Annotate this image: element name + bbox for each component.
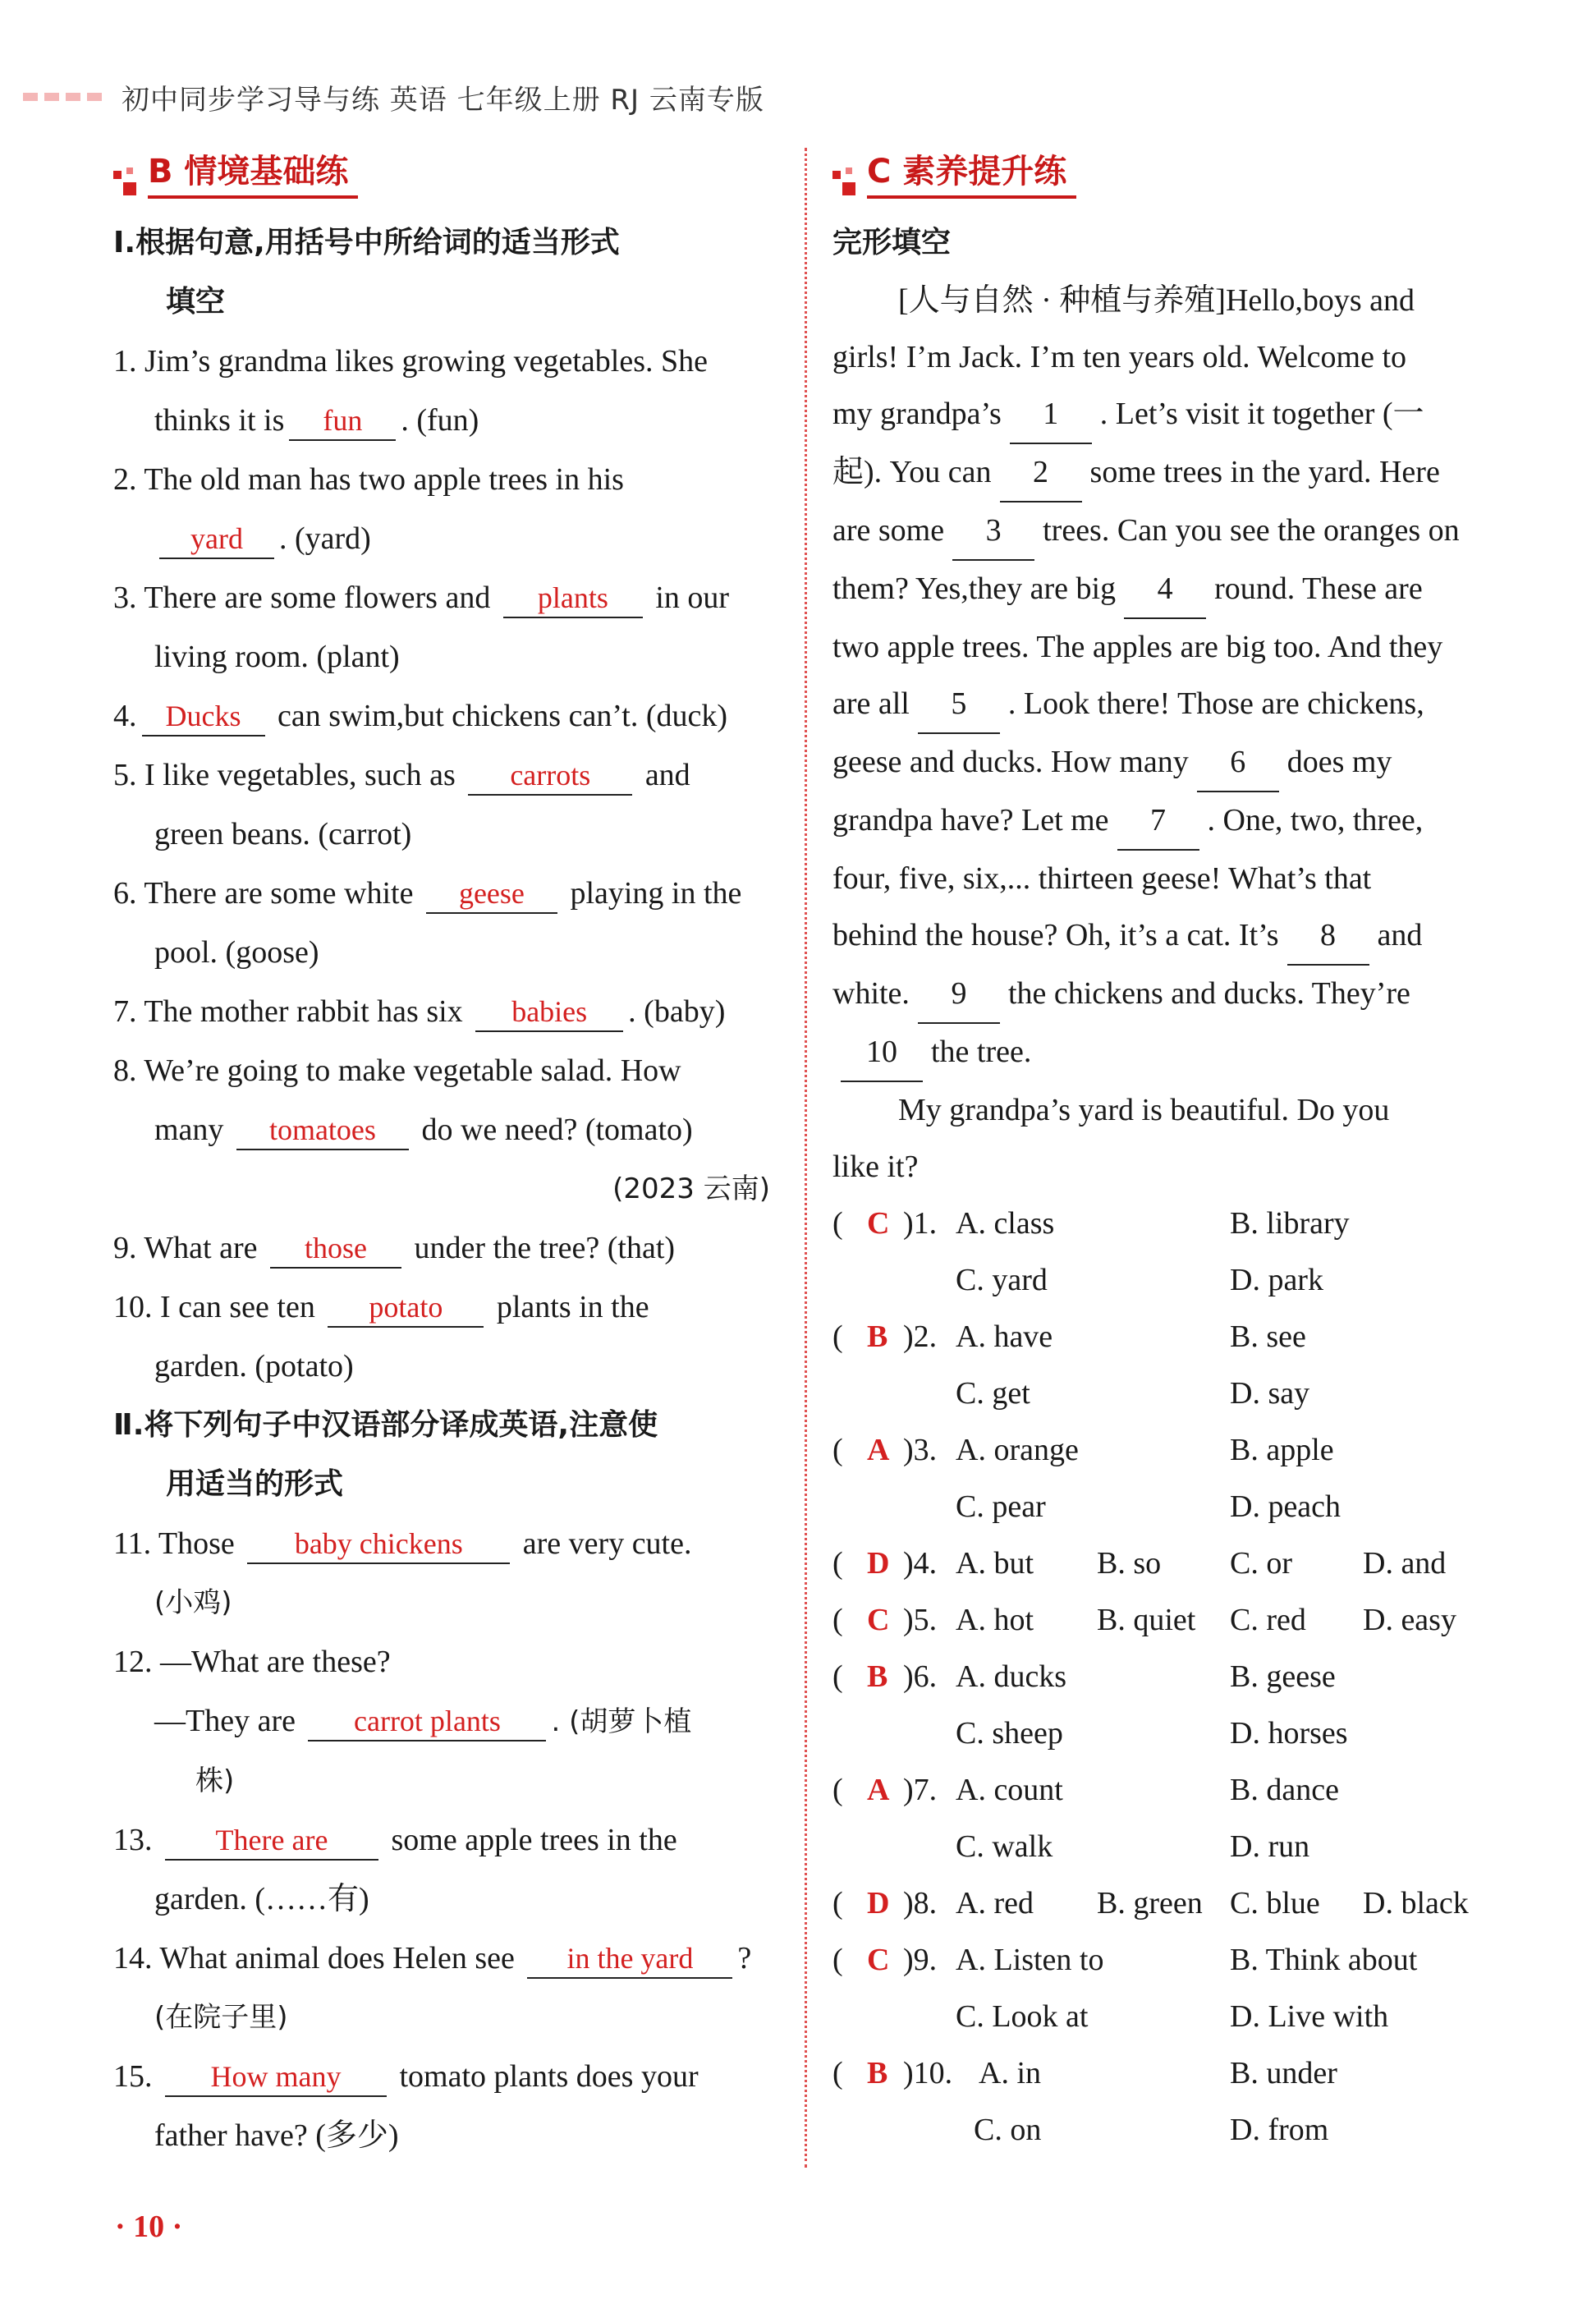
question-number: )7. [903, 1773, 938, 1807]
passage-line: white. 9 the chickens and ducks. They’re [832, 966, 1481, 1024]
option-row [832, 1479, 1481, 1535]
option-row [832, 1705, 1481, 1762]
option-c: C. Look at [956, 1999, 1089, 2034]
option-c: C. yard [956, 1263, 1048, 1297]
option-row [832, 1762, 1481, 1819]
answer-letter: C [867, 1603, 890, 1637]
option-c: C. pear [956, 1489, 1046, 1524]
passage-line: 起). You can 2 some trees in the yard. Here [832, 444, 1481, 502]
passage-line: four, five, six,... thirteen geese! What’s that [832, 861, 1372, 896]
option-row [832, 2102, 1481, 2159]
option-row [832, 1592, 1481, 1649]
passage-line: them? Yes,they are big 4 round. These are [832, 561, 1481, 619]
option-d: D. Live with [1230, 1999, 1389, 2034]
option-row [832, 1422, 1481, 1479]
passage-line: are some 3 trees. Can you see the oranges on [832, 502, 1481, 561]
passage-line: two apple trees. The apples are big too. And they [832, 630, 1443, 664]
question-number: )9. [903, 1943, 938, 1977]
option-d: D. park [1230, 1263, 1323, 1297]
option-row [832, 1819, 1481, 1875]
section-mark-icon [113, 166, 138, 199]
answer-blank[interactable]: Ducks [142, 697, 265, 737]
option-d: D. black [1363, 1886, 1469, 1920]
section-b-title-text: B 情境基础练 [148, 145, 358, 199]
passage-line: grandpa have? Let me 7 . One, two, three, [832, 792, 1481, 851]
question-14: 14. What animal does Helen see in the yard ? (在院子里) [113, 1941, 752, 2034]
bracket-open: ( [832, 1319, 843, 1354]
question-8: 8. We’re going to make vegetable salad. How many tomatoes do we need? (tomato) (2023 云南) [113, 1053, 770, 1205]
bracket-open: ( [832, 1773, 843, 1807]
option-c: C. get [956, 1376, 1030, 1411]
question-15: 15. How many tomato plants does your father have? (多少) [113, 2059, 699, 2153]
blank-number: 5 [918, 676, 1000, 734]
option-c: C. blue [1230, 1886, 1320, 1920]
blank-number: 8 [1287, 907, 1369, 966]
passage-line: geese and ducks. How many 6 does my [832, 734, 1481, 792]
passage-line: [人与自然 · 种植与养殖]Hello,boys and [898, 283, 1415, 318]
question-10: 10. I can see ten potato plants in the garden. (potato) [113, 1290, 649, 1384]
question-2: 2. The old man has two apple trees in his yard . (yard) [113, 450, 770, 568]
bracket-open: ( [832, 1206, 843, 1241]
question-number: )1. [903, 1206, 938, 1241]
question-7: 7. The mother rabbit has six babies . (baby) [113, 982, 770, 1041]
blank-number: 7 [1117, 792, 1199, 851]
option-a: A. Listen to [956, 1943, 1104, 1977]
option-a: A. count [956, 1773, 1063, 1807]
option-row [832, 1649, 1481, 1705]
answer-blank[interactable]: those [270, 1229, 401, 1269]
option-row [832, 1252, 1481, 1309]
question-4: 4. Ducks can swim,but chickens can’t. (duck) [113, 686, 770, 746]
blank-number: 6 [1197, 734, 1279, 792]
option-d: D. easy [1363, 1603, 1456, 1637]
answer-blank[interactable]: potato [328, 1288, 484, 1328]
option-d: D. run [1230, 1829, 1310, 1864]
question-6: 6. There are some white geese playing in the pool. (goose) [113, 876, 742, 970]
section-c-title-text: C 素养提升练 [867, 145, 1076, 199]
cloze-options [832, 1195, 1481, 2159]
option-row [832, 1875, 1481, 1932]
cloze-subtitle: 完形填空 [832, 226, 952, 259]
option-b: B. geese [1230, 1659, 1336, 1694]
question-number: )3. [903, 1433, 938, 1467]
option-a: A. hot [956, 1603, 1034, 1637]
blank-number: 9 [918, 966, 1000, 1024]
option-b: B. library [1230, 1206, 1350, 1241]
option-b: B. green [1097, 1886, 1203, 1920]
answer-letter: B [867, 2056, 888, 2090]
answer-blank[interactable]: baby chickens [247, 1525, 510, 1564]
answer-blank[interactable]: fun [289, 402, 396, 441]
question-3: 3. There are some flowers and plants in our living room. (plant) [113, 580, 730, 674]
option-c: C. red [1230, 1603, 1306, 1637]
part1-heading: Ⅰ.根据句意,用括号中所给词的适当形式 填空 [113, 226, 620, 319]
option-b: B. apple [1230, 1433, 1334, 1467]
answer-blank[interactable]: carrots [468, 756, 632, 796]
passage-line: are all 5 . Look there! Those are chickens, [832, 676, 1481, 734]
question-13: 13. There are some apple trees in the garden. (……有) [113, 1823, 677, 1916]
header-decoration [23, 93, 102, 101]
question-number: )6. [903, 1659, 938, 1694]
answer-letter: B [867, 1659, 888, 1694]
section-c [832, 148, 1481, 2159]
section-c-title [832, 148, 1481, 199]
option-row [832, 1195, 1481, 1252]
passage-line: my grandpa’s 1 . Let’s visit it together (一 [832, 386, 1481, 444]
option-row [832, 2045, 1481, 2102]
bracket-open: ( [832, 1603, 843, 1637]
section-mark-icon [832, 166, 857, 199]
section-b [113, 148, 770, 2165]
answer-letter: D [867, 1546, 890, 1581]
blank-number: 3 [952, 502, 1034, 561]
page-number: · 10 · [115, 2210, 183, 2244]
blank-number: 10 [841, 1024, 923, 1082]
option-row [832, 1365, 1481, 1422]
option-a: A. class [956, 1206, 1055, 1241]
passage-line: behind the house? Oh, it’s a cat. It’s 8 and [832, 907, 1481, 966]
blank-number: 1 [1010, 386, 1092, 444]
bracket-open: ( [832, 1433, 843, 1467]
option-row [832, 1989, 1481, 2045]
answer-blank[interactable]: tomatoes [236, 1111, 409, 1150]
question-number: )8. [903, 1886, 938, 1920]
bracket-open: ( [832, 1659, 843, 1694]
question-number: )4. [903, 1546, 938, 1581]
option-b: B. Think about [1230, 1943, 1418, 1977]
option-a: A. ducks [956, 1659, 1067, 1694]
passage-line: 10 the tree. [832, 1024, 1481, 1082]
answer-blank[interactable]: There are [165, 1821, 378, 1861]
question-5: 5. I like vegetables, such as carrots and green beans. (carrot) [113, 758, 690, 851]
answer-blank[interactable]: plants [503, 579, 643, 618]
option-row [832, 1932, 1481, 1989]
option-b: B. so [1097, 1546, 1162, 1581]
answer-letter: A [867, 1433, 890, 1467]
option-b: B. quiet [1097, 1603, 1196, 1637]
question-11: 11. Those baby chickens are very cute. (小鸡) [113, 1526, 692, 1619]
option-c: C. or [1230, 1546, 1292, 1581]
answer-blank[interactable]: geese [426, 874, 557, 914]
answer-blank[interactable]: How many [165, 2058, 387, 2097]
option-a: A. in [979, 2056, 1041, 2090]
option-b: B. under [1230, 2056, 1337, 2090]
question-number: )5. [903, 1603, 938, 1637]
option-a: A. red [956, 1886, 1034, 1920]
answer-blank[interactable]: yard [159, 520, 274, 559]
option-a: A. have [956, 1319, 1053, 1354]
option-row [832, 1535, 1481, 1592]
question-number: )2. [903, 1319, 938, 1354]
answer-blank[interactable]: in the yard [527, 1939, 732, 1979]
option-a: A. but [956, 1546, 1034, 1581]
blank-number: 4 [1124, 561, 1206, 619]
column-divider [805, 148, 807, 2168]
option-b: B. see [1230, 1319, 1306, 1354]
option-c: C. sheep [956, 1716, 1063, 1751]
answer-letter: A [867, 1773, 890, 1807]
cloze-passage [832, 273, 1481, 1195]
blank-number: 2 [1000, 444, 1082, 502]
page-header [23, 72, 764, 122]
question-12: 12. —What are these? —They are carrot plants . (胡萝卜植 株) [113, 1645, 692, 1797]
bracket-open: ( [832, 1546, 843, 1581]
option-c: C. walk [956, 1829, 1053, 1864]
answer-letter: D [867, 1886, 890, 1920]
answer-letter: C [867, 1206, 890, 1241]
option-d: D. say [1230, 1376, 1310, 1411]
question-1: 1. Jim’s grandma likes growing vegetables. She thinks it is fun . (fun) [113, 332, 770, 450]
section-b-title [113, 148, 770, 199]
answer-letter: B [867, 1319, 888, 1354]
passage-line: like it? [832, 1150, 919, 1184]
option-d: D. from [1230, 2113, 1329, 2147]
option-d: D. peach [1230, 1489, 1341, 1524]
option-row [832, 1309, 1481, 1365]
option-c: C. on [974, 2113, 1042, 2147]
option-d: D. and [1363, 1546, 1447, 1581]
question-number: )10. [903, 2056, 953, 2090]
bracket-open: ( [832, 1886, 843, 1920]
option-d: D. horses [1230, 1716, 1348, 1751]
question-9: 9. What are those under the tree? (that) [113, 1218, 770, 1278]
option-a: A. orange [956, 1433, 1079, 1467]
option-b: B. dance [1230, 1773, 1339, 1807]
passage-line: My grandpa’s yard is beautiful. Do you [898, 1093, 1390, 1127]
part2-heading: Ⅱ.将下列句子中汉语部分译成英语,注意使 用适当的形式 [113, 1408, 658, 1501]
bracket-open: ( [832, 2056, 843, 2090]
passage-line: girls! I’m Jack. I’m ten years old. Welcome to [832, 340, 1407, 374]
answer-blank[interactable]: babies [475, 993, 623, 1032]
header-title: 初中同步学习导与练 英语 七年级上册 RJ 云南专版 [122, 83, 764, 117]
bracket-open: ( [832, 1943, 843, 1977]
answer-letter: C [867, 1943, 890, 1977]
answer-blank[interactable]: carrot plants [308, 1702, 546, 1741]
